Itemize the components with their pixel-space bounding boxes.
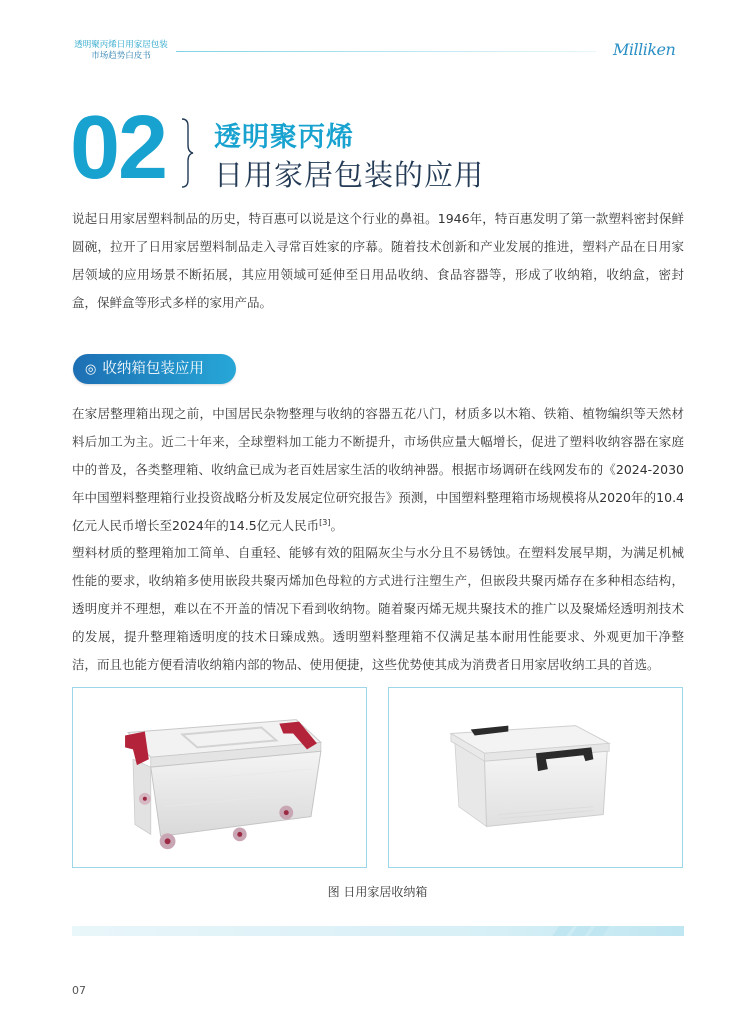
storage-box-photo-clip-lid xyxy=(388,687,683,868)
citation-marker: [3] xyxy=(319,517,331,527)
body-paragraph-2: 塑料材质的整理箱加工简单、自重轻、能够有效的阻隔灰尘与水分且不易锈蚀。在塑料发展早期，为满足机械性能的要求，收纳箱多使用嵌段共聚丙烯加色母粒的方式进行注塑生产，但嵌段共聚丙烯存在多种相态结构，透明度并不理想，难以在不开盖的情况下看到收纳物。随着聚丙烯无规共聚技术的推广以及聚烯烃透明剂技术的发展，提升整理箱透明度的技术日臻成熟。透明塑料整理箱不仅满足基本耐用性能要求、外观更加干净整洁，而且也能方便看清收纳箱内部的物品、使用便捷，这些优势使其成为消费者日用家居收纳工具的首选。 xyxy=(72,545,684,672)
page-number: 07 xyxy=(72,984,86,997)
report-title-line1: 透明聚丙烯日用家居包装 xyxy=(74,40,168,50)
svg-text:Milliken: Milliken xyxy=(613,40,676,59)
storage-box-photo-wheeled xyxy=(72,687,367,868)
section-title: 透明聚丙烯 xyxy=(214,122,354,153)
curly-brace-icon xyxy=(180,118,194,188)
subsection-heading xyxy=(73,354,236,384)
body-paragraph-1 xyxy=(72,400,684,540)
clip-lid-storage-box-image xyxy=(389,688,682,867)
intro-paragraph: 说起日用家居塑料制品的历史，特百惠可以说是这个行业的鼻祖。1946年，特百惠发明了第一款塑料密封保鲜圆碗，拉开了日用家居塑料制品走入寻常百姓家的序幕。随着技术创新和产业发展的推进，塑料产品在日用家居领域的应用场景不断拓展，其应用领域可延伸至日用品收纳、食品容器等，形成了收纳箱，收纳盒，密封盒，保鲜盒等形式多样的家用产品。 xyxy=(72,211,684,310)
report-title-line2: 市场趋势白皮书 xyxy=(91,51,151,61)
header-divider xyxy=(176,51,596,52)
section-subtitle: 日用家居包装的应用 xyxy=(214,158,485,192)
milliken-logo-icon xyxy=(612,37,684,61)
figure-caption: 图 日用家居收纳箱 xyxy=(327,885,428,899)
brand-logo xyxy=(612,37,684,66)
paragraph-1-end: 。 xyxy=(330,518,344,533)
paragraph-1-text: 在家居整理箱出现之前，中国居民杂物整理与收纳的容器五花八门，材质多以木箱、铁箱、植物编织等天然材料后加工为主。近二十年来，全球塑料加工能力不断提升，市场供应量大幅增长，促进了塑料收纳容器在家庭中的普及，各类整理箱、收纳盒已成为老百姓居家生活的收纳神器。根据市场调研在线网发布的《2024-2030年中国塑料整理箱行业投资战略分析及发展定位研究报告》预测，中国塑料整理箱市场规模将从2020年的10.4亿元人民币增长至2024年的14.5亿元人民币 xyxy=(72,406,684,533)
wheeled-storage-box-image xyxy=(73,688,366,867)
subsection-title: 收纳箱包装应用 xyxy=(102,361,204,377)
target-circle-icon: ◎ xyxy=(85,362,97,377)
report-title xyxy=(66,40,176,62)
section-number: 02 xyxy=(70,98,167,198)
